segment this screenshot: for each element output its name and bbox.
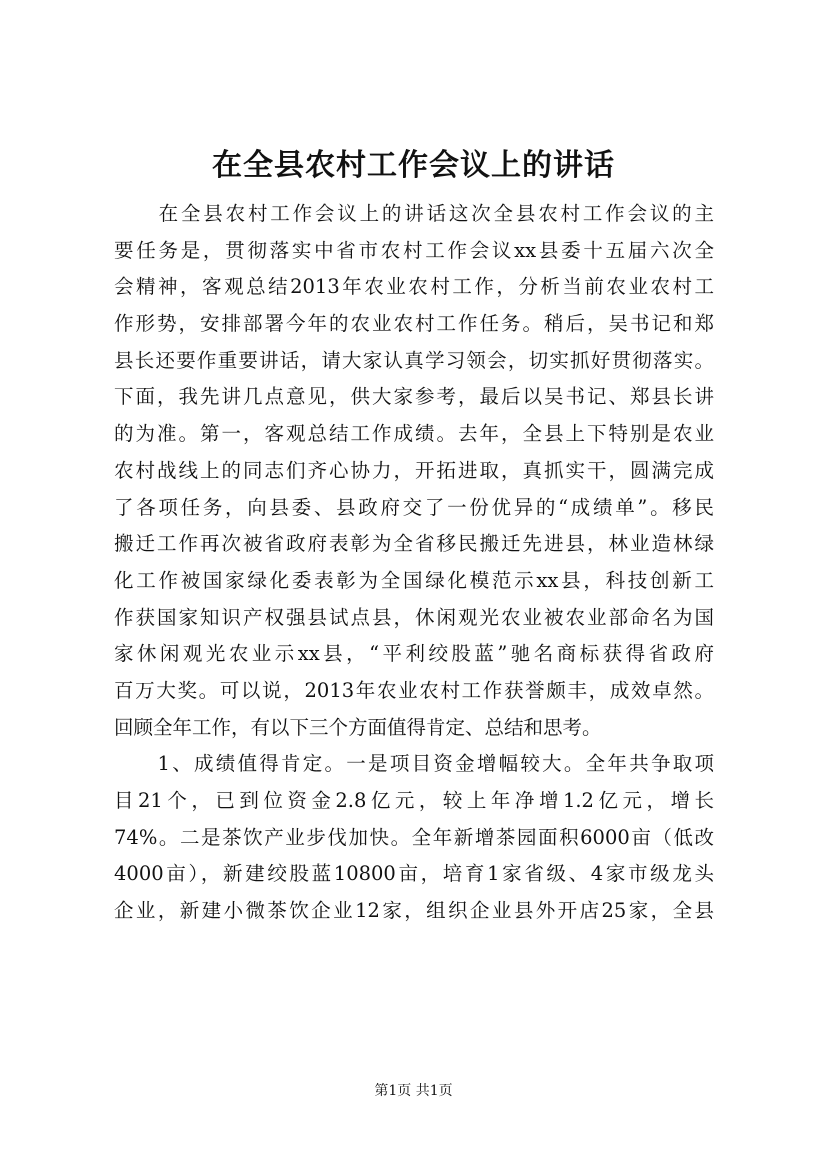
text-line: 在全县农村工作会议上的讲话这次全县农村工作会议的主 xyxy=(114,202,714,225)
text-line: 74%。二是茶饮产业步伐加快。全年新增茶园面积6000亩（低改 xyxy=(114,825,714,849)
text-line: 1、成绩值得肯定。一是项目资金增幅较大。全年共争取项 xyxy=(114,752,714,776)
text-line: 4000亩），新建绞股蓝10800亩，培育1家省级、4家市级龙头 xyxy=(114,862,714,886)
text-line: 家休闲观光农业示xx县，“平利绞股蓝”驰名商标获得省政府 xyxy=(114,642,714,666)
document-title: 在全县农村工作会议上的讲话 xyxy=(212,148,615,183)
text-line: 了各项任务，向县委、县政府交了一份优异的“成绩单”。移民 xyxy=(114,495,714,519)
text-line: 下面，我先讲几点意见，供大家参考，最后以吴书记、郑县长讲 xyxy=(114,385,714,409)
document-body xyxy=(114,196,714,930)
page-footer: 第1页 共1页 xyxy=(374,1083,453,1099)
text-line: 作获国家知识产权强县试点县，休闲观光农业被农业部命名为国 xyxy=(114,605,714,629)
text-line: 目21个，已到位资金2.8亿元，较上年净增1.2亿元，增长 xyxy=(114,789,714,812)
text-line: 搬迁工作再次被省政府表彰为全省移民搬迁先进县，林业造林绿 xyxy=(114,532,714,556)
text-line: 化工作被国家绿化委表彰为全国绿化模范示xx县，科技创新工 xyxy=(114,568,714,592)
text-line: 县长还要作重要讲话，请大家认真学习领会，切实抓好贯彻落实。 xyxy=(114,348,714,372)
text-line: 农村战线上的同志们齐心协力，开拓进取，真抓实干，圆满完成 xyxy=(114,458,714,482)
text-line: 作形势，安排部署今年的农业农村工作任务。稍后，吴书记和郑 xyxy=(114,312,714,336)
text-line: 要任务是，贯彻落实中省市农村工作会议xx县委十五届六次全 xyxy=(114,238,714,262)
text-line: 企业，新建小微茶饮企业12家，组织企业县外开店25家，全县 xyxy=(114,899,714,923)
text-line: 会精神，客观总结2013年农业农村工作，分析当前农业农村工 xyxy=(114,275,714,299)
text-line: 百万大奖。可以说，2013年农业农村工作获誉颇丰，成效卓然。 xyxy=(114,678,714,702)
text-line: 的为准。第一，客观总结工作成绩。去年，全县上下特别是农业 xyxy=(114,422,714,446)
text-line: 回顾全年工作，有以下三个方面值得肯定、总结和思考。 xyxy=(114,715,602,739)
